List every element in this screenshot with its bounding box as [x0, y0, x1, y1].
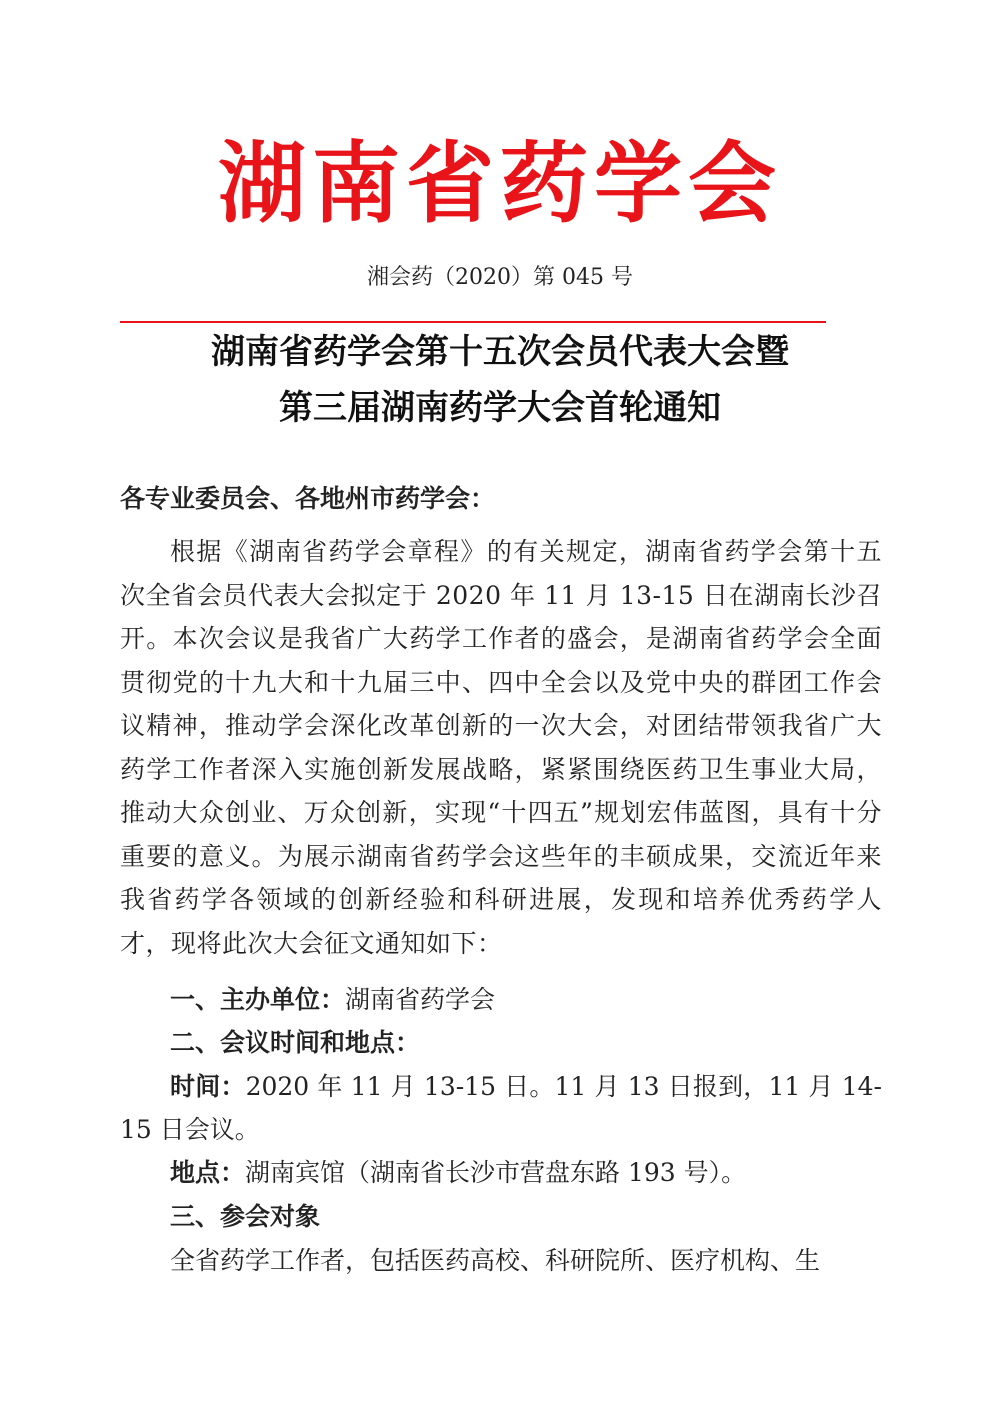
- organizer-value: 湖南省药学会: [345, 985, 496, 1014]
- time-section: [120, 1065, 882, 1151]
- place-value: 湖南宾馆（湖南省长沙市营盘东路 193 号）。: [245, 1158, 747, 1187]
- organizer-heading: 一、主办单位：: [170, 985, 346, 1014]
- time-value: 2020 年 11 月 13-15 日。11 月 13 日报到，11 月 14-15 日会议。: [120, 1072, 882, 1144]
- time-place-heading: 二、会议时间和地点：: [170, 1028, 421, 1057]
- place-label: 地点：: [170, 1158, 246, 1187]
- place-section: [120, 1151, 882, 1194]
- salutation: 各专业委员会、各地州市药学会：: [120, 484, 496, 513]
- time-label: 时间：: [170, 1072, 246, 1101]
- intro-paragraph: 根据《湖南省药学会章程》的有关规定，湖南省药学会第十五次全省会员代表大会拟定于 2020 年 11 月 13-15 日在湖南长沙召开。本次会议是我省广大药学工作者的盛会，是湖南省药学会全面贯彻党的十九大和十九届三中、四中全会以及党中央的群团工作会议精神，推动学会深化改革创新的一次大会，对团结带领我省广大药学工作者深入实施创新发展战略，紧紧围绕医药卫生事业大局，推动大众创业、万众创新，实现“十四五”规划宏伟蓝图，具有十分重要的意义。为展示湖南省药学会这些年的丰硕成果，交流近年来我省药学各领域的创新经验和科研进展，发现和培养优秀药学人才，现将此次大会征文通知如下：: [120, 537, 882, 958]
- organizer-section: [120, 978, 882, 1021]
- attendees-heading: 三、参会对象: [170, 1202, 321, 1231]
- attendees-value: 全省药学工作者，包括医药高校、科研院所、医疗机构、生: [170, 1246, 821, 1275]
- notice-title-line-1: 湖南省药学会第十五次会员代表大会暨: [211, 332, 789, 372]
- organization-letterhead: 湖南省药学会: [217, 131, 782, 235]
- letterhead-divider: [120, 321, 826, 323]
- document-number: 湘会药（2020）第 045 号: [367, 265, 633, 290]
- notice-title-line-2: 第三届湖南药学大会首轮通知: [279, 388, 721, 428]
